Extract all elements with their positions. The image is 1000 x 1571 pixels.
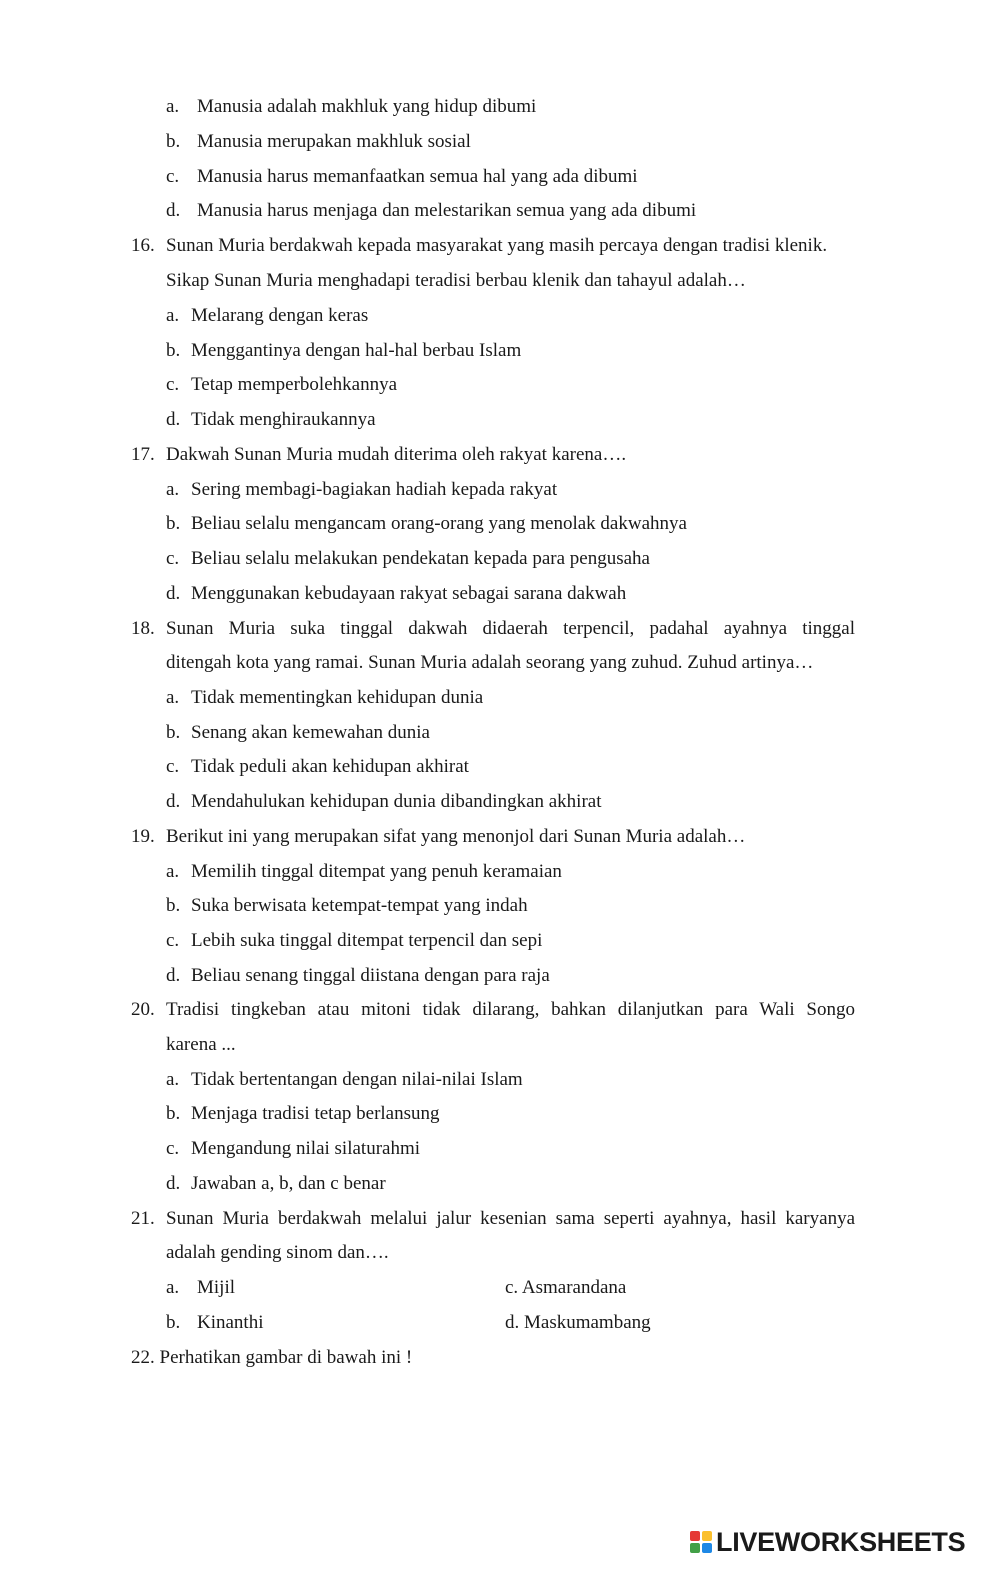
option-letter: a. [166,479,180,500]
option-letter: b. [166,722,181,743]
option-text: Suka berwisata ketempat-tempat yang indah [191,895,528,916]
question-text: Sunan Muria berdakwah melalui jalur kesenian sama seperti ayahnya, hasil karyanya [166,1208,855,1229]
question-text: Sunan Muria suka tinggal dakwah didaerah terpencil, padahal ayahnya tinggal [166,618,855,639]
option-text: Beliau senang tinggal diistana dengan para raja [191,965,550,986]
option-text: Menjaga tradisi tetap berlansung [191,1103,440,1124]
question-number: 20. [131,999,155,1020]
option-letter: c. [166,166,180,187]
question-text: adalah gending sinom dan…. [166,1242,389,1263]
liveworksheets-logo-icon [690,1531,712,1553]
question-number: 17. [131,444,155,465]
question-number: 18. [131,618,155,639]
option-text: Beliau selalu melakukan pendekatan kepada para pengusaha [191,548,650,569]
option-text: Mengandung nilai silaturahmi [191,1138,421,1159]
option-text: Tidak menghiraukannya [191,409,376,430]
option-text: Manusia harus menjaga dan melestarikan semua yang ada dibumi [197,200,697,221]
option-text: Menggunakan kebudayaan rakyat sebagai sarana dakwah [191,583,627,604]
option-text: Senang akan kemewahan dunia [191,722,430,743]
option-text: Kinanthi [197,1312,264,1333]
option-text: Mendahulukan kehidupan dunia dibandingkan akhirat [191,791,602,812]
question-text: karena ... [166,1034,236,1055]
question-text: Sikap Sunan Muria menghadapi teradisi berbau klenik dan tahayul adalah… [166,270,746,291]
question-text: Tradisi tingkeban atau mitoni tidak dilarang, bahkan dilanjutkan para Wali Songo [166,999,855,1020]
option-letter: a. [166,1277,180,1298]
option-text-right: c. Asmarandana [505,1277,627,1298]
option-text: Sering membagi-bagiakan hadiah kepada rakyat [191,479,558,500]
option-text-right: d. Maskumambang [505,1312,651,1333]
option-letter: b. [166,340,181,361]
option-letter: c. [166,930,180,951]
question-text: Berikut ini yang merupakan sifat yang menonjol dari Sunan Muria adalah… [166,826,746,847]
option-letter: d. [166,200,181,221]
option-letter: c. [166,756,180,777]
option-letter: a. [166,687,180,708]
option-letter: a. [166,861,180,882]
option-letter: a. [166,96,180,117]
question-text: Sunan Muria berdakwah kepada masyarakat yang masih percaya dengan tradisi klenik. [166,235,828,256]
option-text: Lebih suka tinggal ditempat terpencil dan sepi [191,930,543,951]
option-text: Manusia harus memanfaatkan semua hal yang ada dibumi [197,166,638,187]
option-letter: c. [166,1138,180,1159]
option-text: Mijil [197,1277,236,1298]
option-text: Tidak mementingkan kehidupan dunia [191,687,484,708]
option-text: Memilih tinggal ditempat yang penuh keramaian [191,861,562,882]
option-letter: c. [166,374,180,395]
option-text: Manusia merupakan makhluk sosial [197,131,471,152]
option-text: Melarang dengan keras [191,305,369,326]
option-text: Tidak peduli akan kehidupan akhirat [191,756,469,777]
question-number: 19. [131,826,155,847]
option-letter: a. [166,305,180,326]
option-letter: b. [166,513,181,534]
option-text: Manusia adalah makhluk yang hidup dibumi [197,96,537,117]
option-text: Jawaban a, b, dan c benar [191,1173,386,1194]
option-letter: a. [166,1069,180,1090]
option-letter: d. [166,791,181,812]
question-text: Dakwah Sunan Muria mudah diterima oleh rakyat karena…. [166,444,627,465]
option-text: Menggantinya dengan hal-hal berbau Islam [191,340,522,361]
question-number: 21. [131,1208,155,1229]
question-text: ditengah kota yang ramai. Sunan Muria adalah seorang yang zuhud. Zuhud artinya… [166,652,814,673]
liveworksheets-brand [690,1527,965,1557]
option-letter: b. [166,1103,181,1124]
question-number: 16. [131,235,155,256]
option-letter: d. [166,1173,181,1194]
option-text: Tidak bertentangan dengan nilai-nilai Islam [191,1069,523,1090]
question-text: 22. Perhatikan gambar di bawah ini ! [131,1347,413,1368]
option-letter: d. [166,583,181,604]
option-letter: c. [166,548,180,569]
option-letter: b. [166,131,181,152]
option-text: Tetap memperbolehkannya [191,374,398,395]
option-letter: d. [166,965,181,986]
option-text: Beliau selalu mengancam orang-orang yang menolak dakwahnya [191,513,687,534]
option-letter: d. [166,409,181,430]
brand-name: LIVEWORKSHEETS [716,1526,966,1557]
option-letter: b. [166,895,181,916]
option-letter: b. [166,1312,181,1333]
